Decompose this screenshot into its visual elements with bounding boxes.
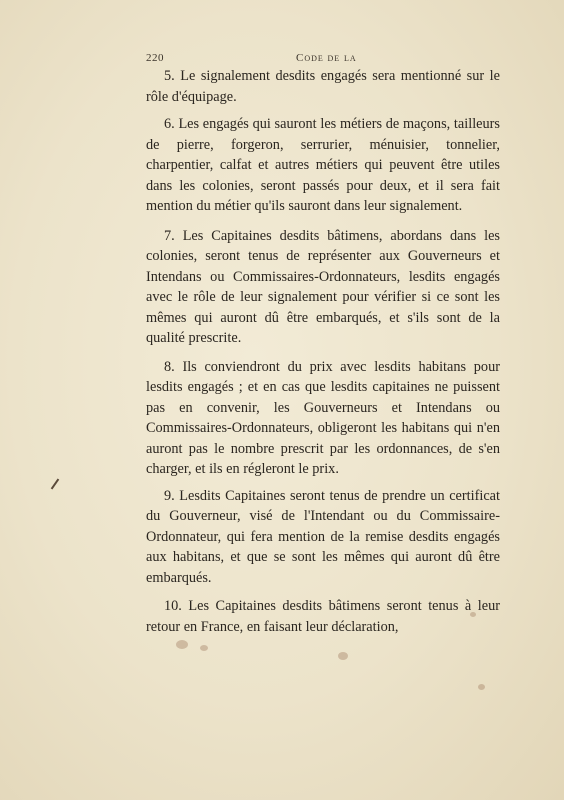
article-text: Le signalement desdits engagés sera mentionné sur le rôle d'équipage. (146, 68, 500, 105)
ink-mark (51, 479, 60, 490)
foxing-stain (200, 645, 208, 651)
article-number: 10. (164, 598, 182, 614)
article-number: 7. (164, 227, 175, 244)
article-text: Les Capitaines desdits bâtimens, abordans dans les colonies, seront tenus de représenter aux Gouverneurs et Intendans ou Commissaires-Ordonnateurs, lesdits engagés avec le rôle de leur signalement pour vérifier si ce sont les mêmes qui auront dû être embarqués, et s'ils sont de la qualité prescrite. (146, 227, 500, 346)
foxing-stain (478, 684, 485, 690)
foxing-stain (470, 612, 476, 617)
article-number: 6. (164, 116, 175, 132)
article-7 (146, 226, 500, 349)
article-text: Ils conviendront du prix avec lesdits habitans pour lesdits engagés ; et en cas que lesdits capitaines ne puissent pas en convenir, les Gouverneurs et Intendans ou Commissaires-Ordonnateurs, obligeront les habitans qui n'en auront pas le nombre prescrit par les ordonnances, de s'en charger, et ils en régleront le prix. (146, 358, 500, 477)
article-number: 5. (164, 68, 175, 84)
article-6 (146, 114, 500, 217)
article-8 (146, 357, 500, 480)
article-number: 9. (164, 487, 175, 504)
page-number: 220 (146, 52, 164, 64)
article-number: 8. (164, 358, 175, 375)
article-5 (146, 66, 500, 107)
article-text: Les engagés qui sauront les métiers de maçons, tailleurs de pierre, forgeron, serrurier, ménuisier, tonnelier, charpentier, calfat et autres métiers qui peuvent être utiles dans les colonies, seront passés pour deux, et il sera fait mention du métier qu'ils sauront dans leur signalement. (146, 116, 500, 214)
article-text: Les Capitaines desdits bâtimens seront tenus à leur retour en France, en faisant leur déclaration, (146, 598, 500, 635)
foxing-stain (338, 652, 348, 660)
article-10 (146, 596, 500, 637)
body-text (146, 66, 500, 641)
article-text: Lesdits Capitaines seront tenus de prendre un certificat du Gouverneur, visé de l'Intendant ou du Commissaire-Ordonnateur, qui fera mention de la remise desdits engagés aux habitans, et que se sont les mêmes qui auront dû être embarqués. (146, 487, 500, 586)
foxing-stain (176, 640, 188, 649)
article-9 (146, 486, 500, 589)
running-head: Code de la (296, 52, 357, 64)
